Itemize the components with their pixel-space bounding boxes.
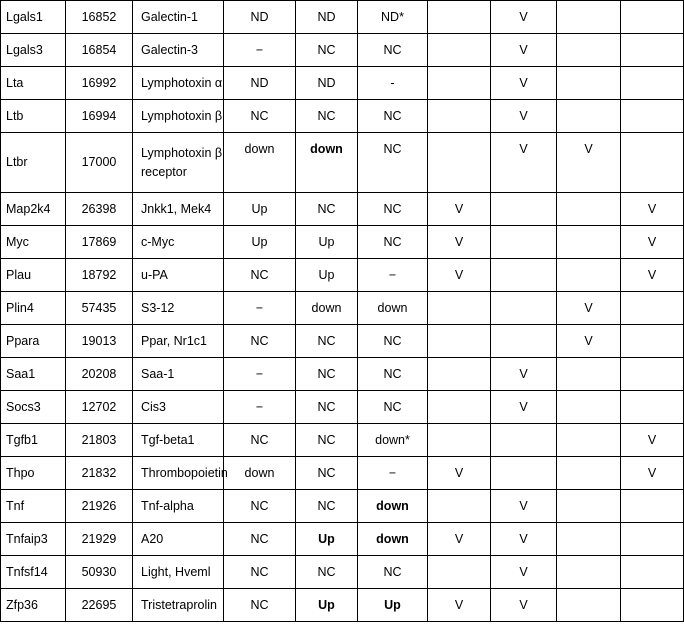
gene-symbol-cell: Myc	[1, 226, 66, 259]
value-cell-2: ND	[296, 67, 358, 100]
value-cell-1: −	[224, 292, 296, 325]
value-cell-2: NC	[296, 100, 358, 133]
gene-alias-cell: Cis3	[133, 391, 224, 424]
mark-cell-2	[491, 226, 557, 259]
table-row	[1, 358, 684, 391]
mark-cell-1	[428, 490, 491, 523]
gene-symbol-cell: Tnf	[1, 490, 66, 523]
gene-alias-cell: Lymphotoxin β receptor	[133, 133, 224, 193]
mark-cell-1	[428, 1, 491, 34]
mark-cell-3	[557, 1, 621, 34]
gene-id-cell: 21929	[66, 523, 133, 556]
mark-cell-3	[557, 457, 621, 490]
gene-id-cell: 26398	[66, 193, 133, 226]
gene-symbol-cell: Socs3	[1, 391, 66, 424]
value-cell-2: NC	[296, 424, 358, 457]
mark-cell-4	[621, 1, 684, 34]
mark-cell-2: V	[491, 133, 557, 193]
mark-cell-2	[491, 292, 557, 325]
gene-symbol-cell: Tgfb1	[1, 424, 66, 457]
mark-cell-2: V	[491, 589, 557, 622]
gene-symbol-cell: Ltbr	[1, 133, 66, 193]
gene-alias-cell: Tristetraprolin	[133, 589, 224, 622]
mark-cell-2: V	[491, 358, 557, 391]
mark-cell-3	[557, 259, 621, 292]
value-cell-1: −	[224, 391, 296, 424]
table-body	[1, 1, 684, 622]
table-row	[1, 193, 684, 226]
value-cell-3: NC	[358, 358, 428, 391]
gene-symbol-cell: Tnfaip3	[1, 523, 66, 556]
gene-symbol-cell: Ppara	[1, 325, 66, 358]
value-cell-2: NC	[296, 556, 358, 589]
gene-alias-cell: u-PA	[133, 259, 224, 292]
mark-cell-2: V	[491, 490, 557, 523]
gene-alias-cell: Light, Hveml	[133, 556, 224, 589]
gene-symbol-cell: Tnfsf14	[1, 556, 66, 589]
gene-symbol-cell: Saa1	[1, 358, 66, 391]
mark-cell-4	[621, 292, 684, 325]
value-cell-3: NC	[358, 556, 428, 589]
table-row	[1, 292, 684, 325]
value-cell-3: down	[358, 523, 428, 556]
value-cell-1: NC	[224, 523, 296, 556]
mark-cell-3: V	[557, 325, 621, 358]
value-cell-1: NC	[224, 490, 296, 523]
gene-alias-cell: Saa-1	[133, 358, 224, 391]
mark-cell-4: V	[621, 424, 684, 457]
mark-cell-2	[491, 424, 557, 457]
table-row	[1, 490, 684, 523]
gene-alias-cell: c-Myc	[133, 226, 224, 259]
gene-id-cell: 17869	[66, 226, 133, 259]
mark-cell-1: V	[428, 259, 491, 292]
mark-cell-2: V	[491, 1, 557, 34]
mark-cell-4: V	[621, 457, 684, 490]
mark-cell-1	[428, 100, 491, 133]
table-row	[1, 556, 684, 589]
mark-cell-3	[557, 391, 621, 424]
value-cell-1: −	[224, 358, 296, 391]
value-cell-3: ND*	[358, 1, 428, 34]
value-cell-3: NC	[358, 391, 428, 424]
gene-id-cell: 20208	[66, 358, 133, 391]
value-cell-3: −	[358, 259, 428, 292]
gene-id-cell: 17000	[66, 133, 133, 193]
gene-id-cell: 16992	[66, 67, 133, 100]
gene-symbol-cell: Ltb	[1, 100, 66, 133]
mark-cell-1	[428, 292, 491, 325]
mark-cell-2: V	[491, 100, 557, 133]
gene-symbol-cell: Lgals1	[1, 1, 66, 34]
gene-id-cell: 57435	[66, 292, 133, 325]
value-cell-3: NC	[358, 100, 428, 133]
value-cell-3: NC	[358, 325, 428, 358]
mark-cell-4	[621, 358, 684, 391]
gene-alias-cell: S3-12	[133, 292, 224, 325]
mark-cell-1	[428, 34, 491, 67]
gene-id-cell: 16854	[66, 34, 133, 67]
mark-cell-3: V	[557, 133, 621, 193]
value-cell-2: Up	[296, 523, 358, 556]
mark-cell-4	[621, 67, 684, 100]
table-row	[1, 424, 684, 457]
mark-cell-3	[557, 424, 621, 457]
mark-cell-4	[621, 391, 684, 424]
value-cell-2: NC	[296, 325, 358, 358]
table-row	[1, 1, 684, 34]
value-cell-2: ND	[296, 1, 358, 34]
value-cell-2: NC	[296, 34, 358, 67]
value-cell-3: NC	[358, 133, 428, 193]
mark-cell-4	[621, 100, 684, 133]
value-cell-1: Up	[224, 193, 296, 226]
value-cell-2: Up	[296, 259, 358, 292]
value-cell-1: down	[224, 457, 296, 490]
value-cell-1: −	[224, 34, 296, 67]
value-cell-1: down	[224, 133, 296, 193]
gene-id-cell: 12702	[66, 391, 133, 424]
mark-cell-2: V	[491, 34, 557, 67]
mark-cell-2	[491, 259, 557, 292]
mark-cell-1	[428, 556, 491, 589]
value-cell-1: NC	[224, 589, 296, 622]
gene-symbol-cell: Plin4	[1, 292, 66, 325]
value-cell-3: Up	[358, 589, 428, 622]
gene-alias-cell: Jnkk1, Mek4	[133, 193, 224, 226]
mark-cell-1: V	[428, 523, 491, 556]
mark-cell-1: V	[428, 226, 491, 259]
mark-cell-3	[557, 556, 621, 589]
value-cell-2: NC	[296, 358, 358, 391]
gene-id-cell: 22695	[66, 589, 133, 622]
mark-cell-3	[557, 67, 621, 100]
mark-cell-3	[557, 523, 621, 556]
mark-cell-4	[621, 34, 684, 67]
gene-alias-cell: Lymphotoxin α	[133, 67, 224, 100]
value-cell-1: NC	[224, 556, 296, 589]
mark-cell-4: V	[621, 259, 684, 292]
gene-id-cell: 16852	[66, 1, 133, 34]
value-cell-3: NC	[358, 193, 428, 226]
mark-cell-4	[621, 523, 684, 556]
mark-cell-1	[428, 325, 491, 358]
table-row	[1, 67, 684, 100]
gene-alias-cell: Tnf-alpha	[133, 490, 224, 523]
value-cell-3: down	[358, 490, 428, 523]
mark-cell-3: V	[557, 292, 621, 325]
mark-cell-4	[621, 589, 684, 622]
value-cell-1: NC	[224, 325, 296, 358]
value-cell-1: ND	[224, 67, 296, 100]
mark-cell-4	[621, 325, 684, 358]
gene-id-cell: 18792	[66, 259, 133, 292]
mark-cell-1	[428, 424, 491, 457]
mark-cell-2: V	[491, 556, 557, 589]
value-cell-2: down	[296, 133, 358, 193]
table-row	[1, 100, 684, 133]
gene-symbol-cell: Plau	[1, 259, 66, 292]
mark-cell-4	[621, 490, 684, 523]
value-cell-1: Up	[224, 226, 296, 259]
mark-cell-4	[621, 556, 684, 589]
value-cell-1: NC	[224, 424, 296, 457]
value-cell-1: NC	[224, 100, 296, 133]
mark-cell-3	[557, 358, 621, 391]
mark-cell-1: V	[428, 589, 491, 622]
gene-alias-cell: A20	[133, 523, 224, 556]
table-row	[1, 226, 684, 259]
value-cell-2: NC	[296, 391, 358, 424]
value-cell-3: NC	[358, 226, 428, 259]
gene-id-cell: 21803	[66, 424, 133, 457]
mark-cell-4	[621, 133, 684, 193]
value-cell-1: NC	[224, 259, 296, 292]
mark-cell-1: V	[428, 193, 491, 226]
gene-alias-cell: Galectin-3	[133, 34, 224, 67]
value-cell-2: down	[296, 292, 358, 325]
table-row	[1, 34, 684, 67]
mark-cell-2: V	[491, 391, 557, 424]
table-row	[1, 523, 684, 556]
gene-id-cell: 19013	[66, 325, 133, 358]
mark-cell-3	[557, 490, 621, 523]
table-row	[1, 391, 684, 424]
table-row	[1, 457, 684, 490]
gene-symbol-cell: Map2k4	[1, 193, 66, 226]
value-cell-3: -	[358, 67, 428, 100]
gene-alias-cell: Ppar, Nr1c1	[133, 325, 224, 358]
value-cell-1: ND	[224, 1, 296, 34]
gene-alias-cell: Tgf-beta1	[133, 424, 224, 457]
mark-cell-2: V	[491, 523, 557, 556]
value-cell-2: NC	[296, 457, 358, 490]
mark-cell-1: V	[428, 457, 491, 490]
value-cell-2: NC	[296, 193, 358, 226]
value-cell-3: −	[358, 457, 428, 490]
value-cell-2: Up	[296, 226, 358, 259]
table-row	[1, 325, 684, 358]
mark-cell-3	[557, 226, 621, 259]
table-row	[1, 259, 684, 292]
gene-id-cell: 21926	[66, 490, 133, 523]
mark-cell-3	[557, 34, 621, 67]
gene-symbol-cell: Lta	[1, 67, 66, 100]
value-cell-3: down*	[358, 424, 428, 457]
value-cell-3: down	[358, 292, 428, 325]
mark-cell-1	[428, 358, 491, 391]
value-cell-2: NC	[296, 490, 358, 523]
mark-cell-2	[491, 193, 557, 226]
mark-cell-1	[428, 133, 491, 193]
mark-cell-1	[428, 67, 491, 100]
mark-cell-4: V	[621, 226, 684, 259]
mark-cell-2	[491, 325, 557, 358]
gene-alias-cell: Thrombopoietin	[133, 457, 224, 490]
gene-alias-cell: Galectin-1	[133, 1, 224, 34]
table-row	[1, 589, 684, 622]
mark-cell-3	[557, 193, 621, 226]
gene-id-cell: 21832	[66, 457, 133, 490]
gene-symbol-cell: Zfp36	[1, 589, 66, 622]
gene-alias-cell: Lymphotoxin β	[133, 100, 224, 133]
gene-symbol-cell: Lgals3	[1, 34, 66, 67]
mark-cell-3	[557, 100, 621, 133]
mark-cell-2	[491, 457, 557, 490]
gene-id-cell: 16994	[66, 100, 133, 133]
value-cell-3: NC	[358, 34, 428, 67]
value-cell-2: Up	[296, 589, 358, 622]
mark-cell-2: V	[491, 67, 557, 100]
gene-id-cell: 50930	[66, 556, 133, 589]
mark-cell-3	[557, 589, 621, 622]
mark-cell-1	[428, 391, 491, 424]
gene-symbol-cell: Thpo	[1, 457, 66, 490]
mark-cell-4: V	[621, 193, 684, 226]
table-row	[1, 133, 684, 193]
